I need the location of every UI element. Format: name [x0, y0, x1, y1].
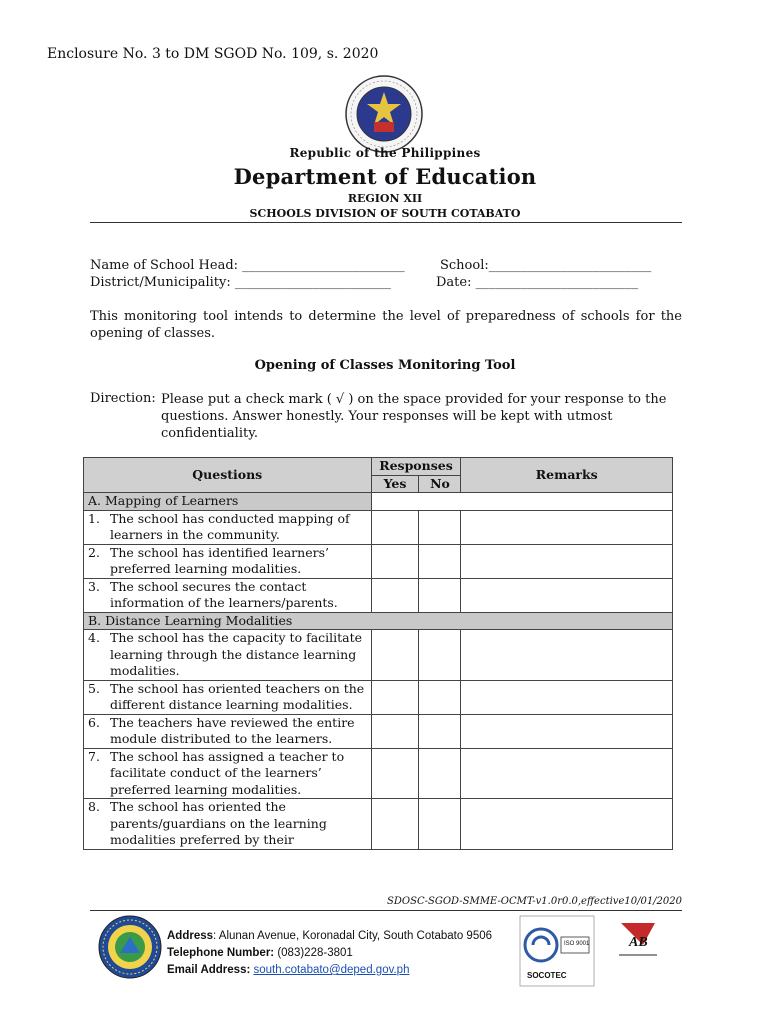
iso-label: ISO 9001	[564, 941, 590, 947]
table-row	[84, 799, 673, 850]
yes-checkbox-cell[interactable]	[371, 748, 419, 799]
table-row	[84, 544, 673, 578]
tool-title: Opening of Classes Monitoring Tool	[254, 358, 516, 373]
yes-header: Yes	[371, 475, 419, 493]
table-row	[84, 510, 673, 544]
section-b-label: B. Distance Learning Modalities	[84, 612, 673, 630]
no-checkbox-cell[interactable]	[419, 630, 461, 681]
no-checkbox-cell[interactable]	[419, 799, 461, 850]
division-logo-icon	[98, 915, 162, 979]
yes-checkbox-cell[interactable]	[371, 578, 419, 612]
footer-divider	[90, 910, 682, 911]
yes-checkbox-cell[interactable]	[371, 799, 419, 850]
section-a-blank	[371, 493, 673, 511]
table-header-row	[84, 458, 673, 476]
direction-text: Please put a check mark ( √ ) on the space provided for your response to the questions. Answer honestly. Your responses will be kept with utmost confidentiality.	[161, 392, 667, 441]
district-field[interactable]: District/Municipality: ________________________	[90, 275, 391, 290]
question-text: The school has conducted mapping of learners in the community.	[110, 510, 350, 542]
phone-label: Telephone Number:	[167, 947, 275, 959]
header-divider	[90, 222, 682, 223]
document-code: SDOSC-SGOD-SMME-OCMT-v1.0r0.0,effective10/01/2020	[387, 896, 682, 907]
email-label: Email Address:	[167, 964, 251, 976]
yes-checkbox-cell[interactable]	[371, 714, 419, 748]
remarks-cell[interactable]	[461, 799, 673, 850]
no-checkbox-cell[interactable]	[419, 680, 461, 714]
question-number: 7.	[88, 748, 100, 764]
question-number: 4.	[88, 630, 100, 645]
yes-checkbox-cell[interactable]	[371, 544, 419, 578]
address-label: Address	[167, 930, 214, 942]
table-row	[84, 748, 673, 799]
no-checkbox-cell[interactable]	[419, 544, 461, 578]
question-text: The school secures the contact information of the learners/parents.	[110, 578, 338, 610]
no-checkbox-cell[interactable]	[419, 578, 461, 612]
republic-heading: Republic of the Philippines	[289, 146, 481, 160]
remarks-header: Remarks	[461, 458, 673, 493]
question-number: 6.	[88, 714, 100, 730]
question-number: 1.	[88, 510, 100, 526]
question-number: 3.	[88, 578, 100, 594]
no-header: No	[419, 475, 461, 493]
question-number: 2.	[88, 544, 100, 560]
yes-checkbox-cell[interactable]	[371, 680, 419, 714]
remarks-cell[interactable]	[461, 748, 673, 799]
yes-checkbox-cell[interactable]	[371, 630, 419, 681]
phone-value: (083)228-3801	[274, 947, 353, 959]
department-heading: Department of Education	[233, 164, 537, 189]
question-number: 8.	[88, 799, 100, 814]
question-number: 5.	[88, 680, 100, 696]
pab-logo-icon	[615, 915, 661, 987]
no-checkbox-cell[interactable]	[419, 748, 461, 799]
footer-address-block	[167, 928, 492, 979]
date-field[interactable]: Date: _________________________	[436, 275, 639, 290]
table-row	[84, 630, 673, 681]
email-link[interactable]: south.cotabato@deped.gov.ph	[253, 964, 410, 976]
enclosure-reference: Enclosure No. 3 to DM SGOD No. 109, s. 2020	[47, 46, 379, 62]
questions-header: Questions	[84, 458, 372, 493]
deped-seal-icon	[344, 74, 424, 154]
remarks-cell[interactable]	[461, 578, 673, 612]
remarks-cell[interactable]	[461, 510, 673, 544]
responses-header: Responses	[371, 458, 461, 476]
remarks-cell[interactable]	[461, 680, 673, 714]
no-checkbox-cell[interactable]	[419, 510, 461, 544]
address-value: : Alunan Avenue, Koronadal City, South Cotabato 9506	[213, 930, 493, 942]
section-a-label: A. Mapping of Learners	[84, 493, 372, 511]
question-text: The school has identified learners’ preferred learning modalities.	[110, 544, 329, 576]
table-row	[84, 578, 673, 612]
remarks-cell[interactable]	[461, 714, 673, 748]
region-heading: REGION XII	[347, 192, 423, 205]
intro-paragraph: This monitoring tool intends to determine the level of preparedness of schools for the opening of classes.	[90, 309, 682, 341]
no-checkbox-cell[interactable]	[419, 714, 461, 748]
question-text: The school has oriented teachers on the different distance learning modalities.	[110, 680, 365, 712]
table-row	[84, 680, 673, 714]
question-text: The school has oriented the parents/guardians on the learning modalities preferred by their	[110, 799, 327, 847]
direction-label: Direction:	[90, 391, 156, 406]
division-heading: SCHOOLS DIVISION OF SOUTH COTABATO	[249, 207, 521, 220]
socotec-logo-icon	[519, 915, 595, 987]
school-head-field[interactable]: Name of School Head: _________________________	[90, 258, 405, 273]
section-row	[84, 493, 673, 511]
school-field[interactable]: School:_________________________	[440, 258, 652, 273]
yes-checkbox-cell[interactable]	[371, 510, 419, 544]
section-row	[84, 612, 673, 630]
question-text: The school has the capacity to facilitate learning through the distance learning modalities.	[110, 630, 363, 678]
question-text: The school has assigned a teacher to facilitate conduct of the learners’ preferred learning modalities.	[110, 748, 345, 797]
monitoring-table	[83, 457, 673, 850]
question-text: The teachers have reviewed the entire module distributed to the learners.	[110, 714, 355, 746]
pab-label: AB	[629, 935, 648, 950]
table-row	[84, 714, 673, 748]
remarks-cell[interactable]	[461, 544, 673, 578]
socotec-label: SOCOTEC	[527, 971, 567, 980]
remarks-cell[interactable]	[461, 630, 673, 681]
